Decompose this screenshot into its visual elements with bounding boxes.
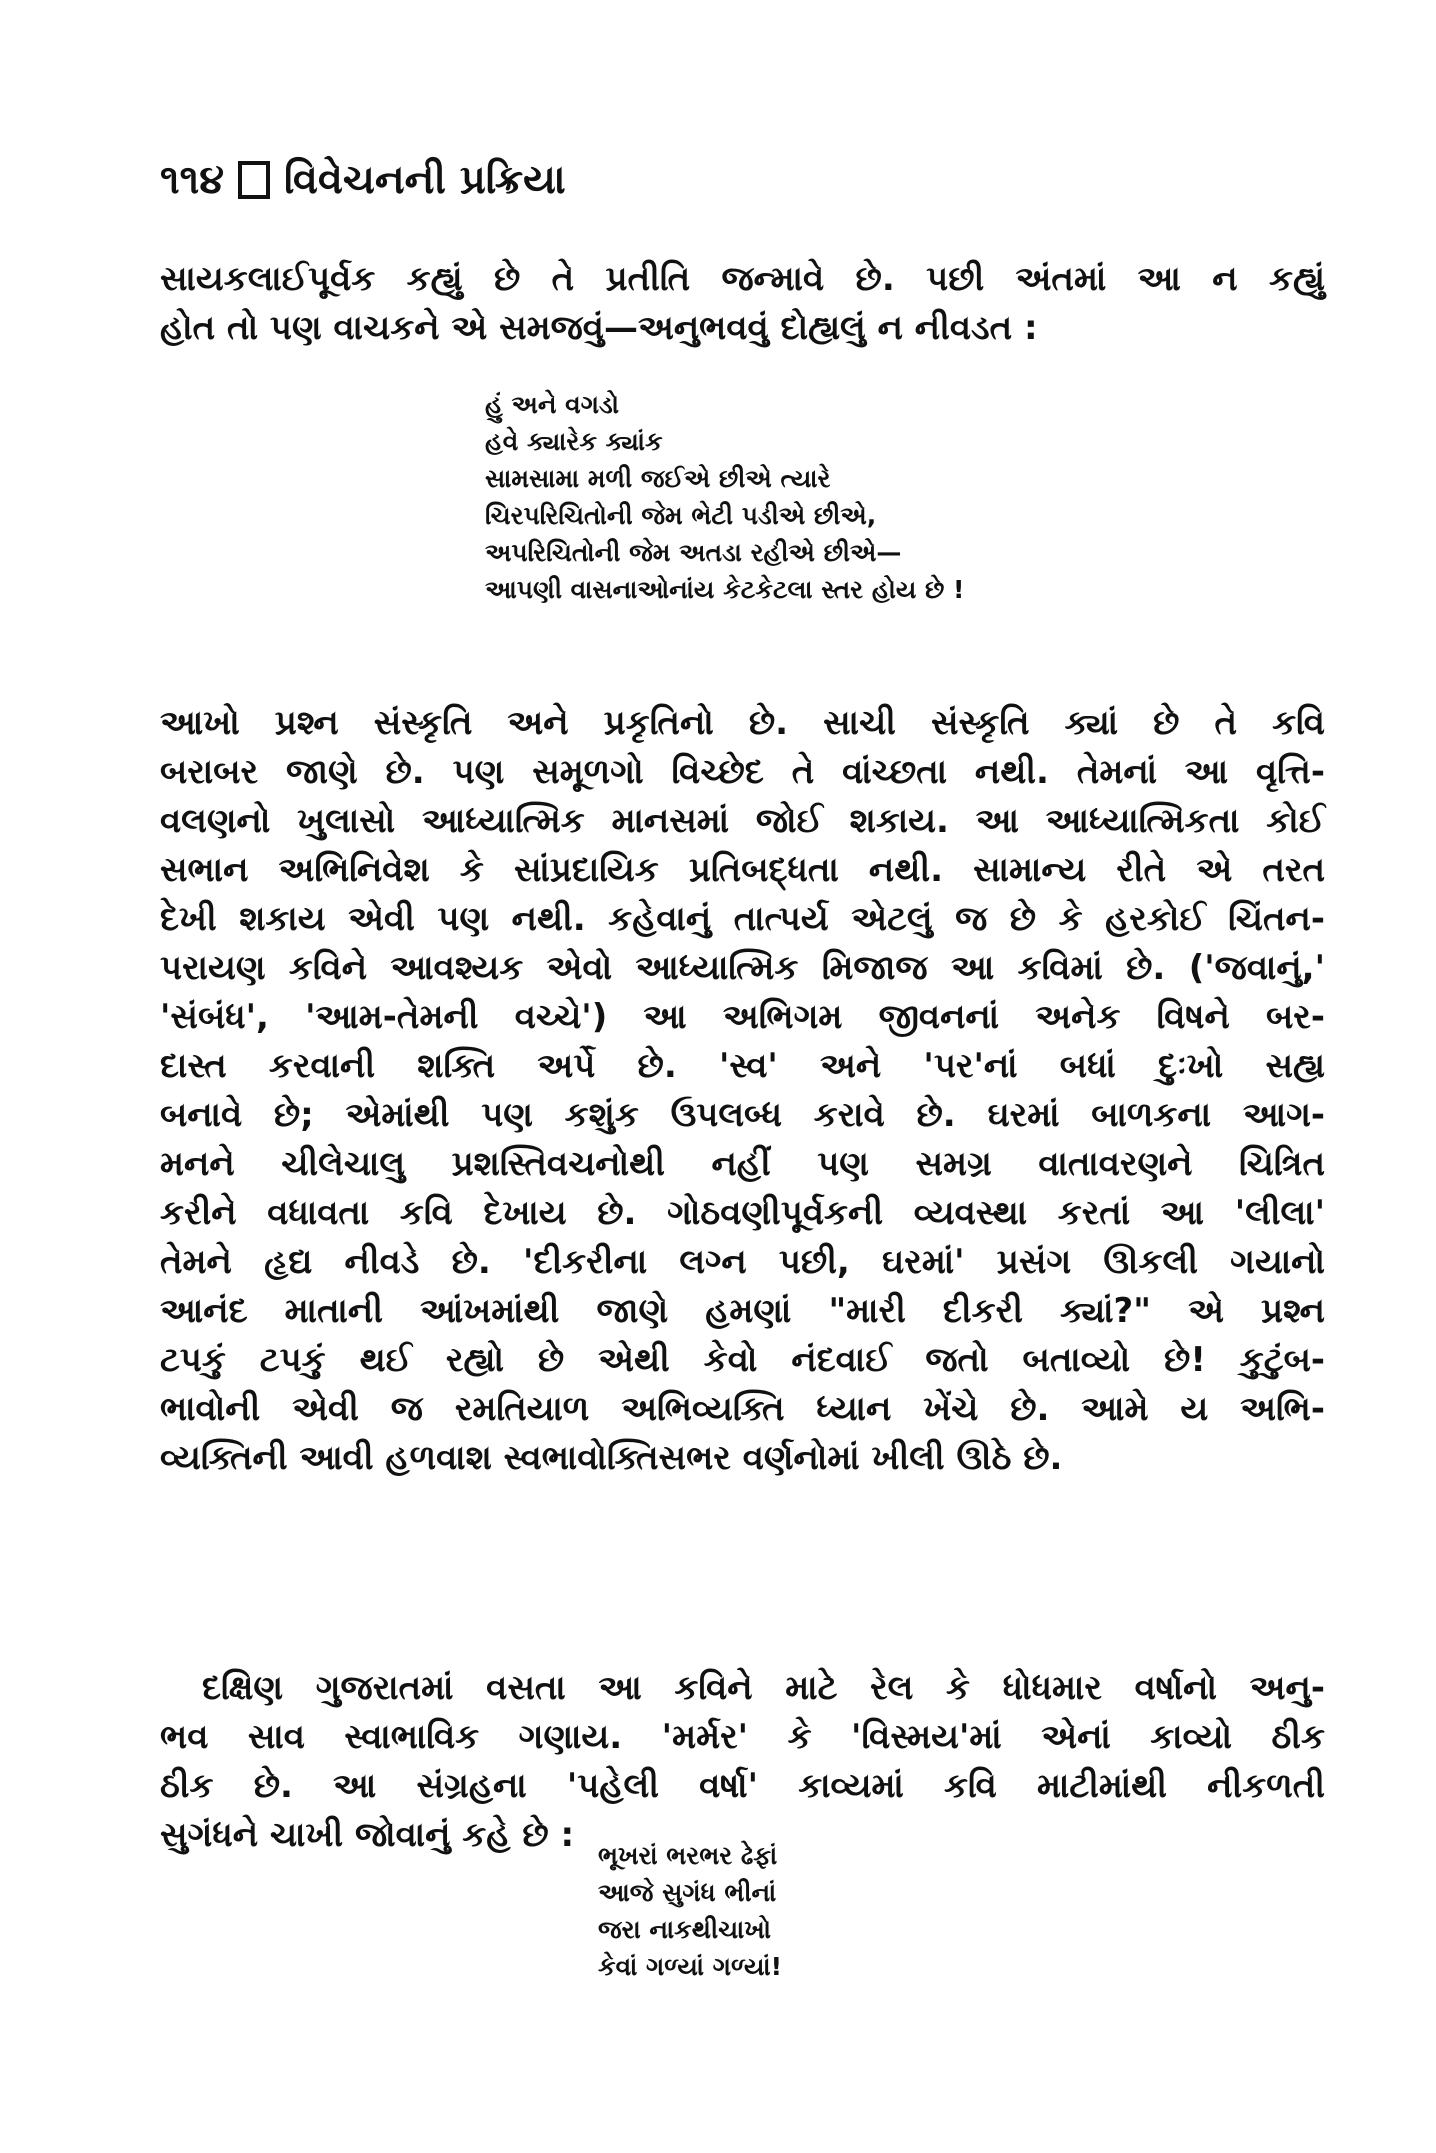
text-line: પરાયણ કવિને આવશ્યક એવો આધ્યાત્મિક મિજાજ આ કવિમાં છે. ('જવાનું,' [160, 948, 1325, 988]
text-line: સાયકલાઈપૂર્વક કહ્યું છે તે પ્રતીતિ જન્માવે છે. પછી અંતમાં આ ન કહ્યું [160, 259, 1325, 299]
poem-excerpt-1 [485, 386, 964, 608]
poem-line: ચિરપરિચિતોની જેમ ભેટી પડીએ છીએ, [485, 501, 877, 530]
poem-line: અપરિચિતોની જેમ અતડા રહીએ છીએ— [485, 538, 902, 567]
text-line: મનને ચીલેચાલુ પ્રશસ્તિવચનોથી નહીં પણ સમગ્ર વાતાવરણને ચિત્રિત [160, 1144, 1325, 1184]
text-line: બરાબર જાણે છે. પણ સમૂળગો વિચ્છેદ તે વાંચ્છતા નથી. તેમનાં આ વૃત્તિ- [160, 752, 1325, 792]
text-line: આખો પ્રશ્ન સંસ્કૃતિ અને પ્રકૃતિનો છે. સાચી સંસ્કૃતિ ક્યાં છે તે કવિ [160, 703, 1325, 743]
text-line: દેખી શકાય એવી પણ નથી. કહેવાનું તાત્પર્ય એટલું જ છે કે હરકોઈ ચિંતન- [160, 899, 1325, 939]
poem-line: ભૂખરાં ભરભર ઢેફાં [598, 1841, 778, 1870]
poem-line: હવે ક્યારેક ક્યાંક [485, 427, 663, 456]
poem-line: આજે સુગંધ ભીનાં [598, 1878, 777, 1907]
text-line: દક્ષિણ ગુજરાતમાં વસતા આ કવિને માટે રેલ કે ધોધમાર વર્ષાનો અનુ- [202, 1668, 1325, 1708]
poem-excerpt-2 [598, 1837, 782, 1985]
text-line: દાસ્ત કરવાની શક્તિ અર્પે છે. 'સ્વ' અને 'પર'નાં બધાં દુઃખો સહ્ય [160, 1046, 1325, 1086]
running-title: વિવેચનની પ્રક્રિયા [284, 157, 566, 203]
paragraph-2 [160, 699, 1325, 1483]
text-line: હોત તો પણ વાચકને એ સમજવું—અનુભવવું દોહ્યલું ન નીવડત : [160, 308, 1038, 348]
text-line: સભાન અભિનિવેશ કે સાંપ્રદાયિક પ્રતિબદ્ધતા નથી. સામાન્ય રીતે એ તરત [160, 850, 1325, 890]
text-line: સુગંધને ચાખી જોવાનું કહે છે : [160, 1815, 575, 1855]
text-line: વ્યક્તિની આવી હળવાશ સ્વભાવોક્તિસભર વર્ણનોમાં ખીલી ઊઠે છે. [160, 1438, 1063, 1478]
page-header [160, 157, 566, 203]
text-line: બનાવે છે; એમાંથી પણ કશુંક ઉપલબ્ધ કરાવે છે. ઘરમાં બાળકના આગ- [160, 1095, 1325, 1135]
poem-line: હું અને વગડો [485, 390, 619, 419]
text-line: તેમને હૃદ્ય નીવડે છે. 'દીકરીના લગ્ન પછી, ઘરમાં' પ્રસંગ ઊકલી ગયાનો [160, 1242, 1325, 1282]
poem-line: આપણી વાસનાઓનાંય કેટકેટલા સ્તર હોય છે ! [485, 575, 965, 604]
poem-line: કેવાં ગળ્યાં ગળ્યાં! [598, 1952, 783, 1981]
paragraph-1 [160, 255, 1325, 353]
poem-line: સામસામા મળી જઈએ છીએ ત્યારે [485, 464, 831, 493]
text-line: ભાવોની એવી જ રમતિયાળ અભિવ્યક્તિ ધ્યાન ખેંચે છે. આમે ય અભિ- [160, 1389, 1325, 1429]
paragraph-3 [160, 1664, 1325, 1860]
text-line: ઠીક છે. આ સંગ્રહના 'પહેલી વર્ષા' કાવ્યમાં કવિ માટીમાંથી નીકળતી [160, 1766, 1325, 1806]
page-number: ૧૧૪ [160, 157, 224, 203]
poem-line: જરા નાકથીચાખો [598, 1915, 772, 1944]
text-line: 'સંબંધ', 'આમ-તેમની વચ્ચે') આ અભિગમ જીવનનાં અનેક વિષને બર- [160, 997, 1325, 1037]
text-line: વલણનો ખુલાસો આધ્યાત્મિક માનસમાં જોઈ શકાય. આ આધ્યાત્મિકતા કોઈ [160, 801, 1325, 841]
text-line: ટપકું ટપકું થઈ રહ્યો છે એથી કેવો નંદવાઈ જતો બતાવ્યો છે! કુટુંબ- [160, 1340, 1325, 1380]
text-line: ભવ સાવ સ્વાભાવિક ગણાય. 'મર્મર' કે 'વિસ્મય'માં એનાં કાવ્યો ઠીક [160, 1717, 1325, 1757]
header-box-ornament [238, 161, 270, 199]
text-line: આનંદ માતાની આંખમાંથી જાણે હમણાં "મારી દીકરી ક્યાં?" એ પ્રશ્ન [160, 1291, 1325, 1331]
text-line: કરીને વધાવતા કવિ દેખાય છે. ગોઠવણીપૂર્વકની વ્યવસ્થા કરતાં આ 'લીલા' [160, 1193, 1325, 1233]
